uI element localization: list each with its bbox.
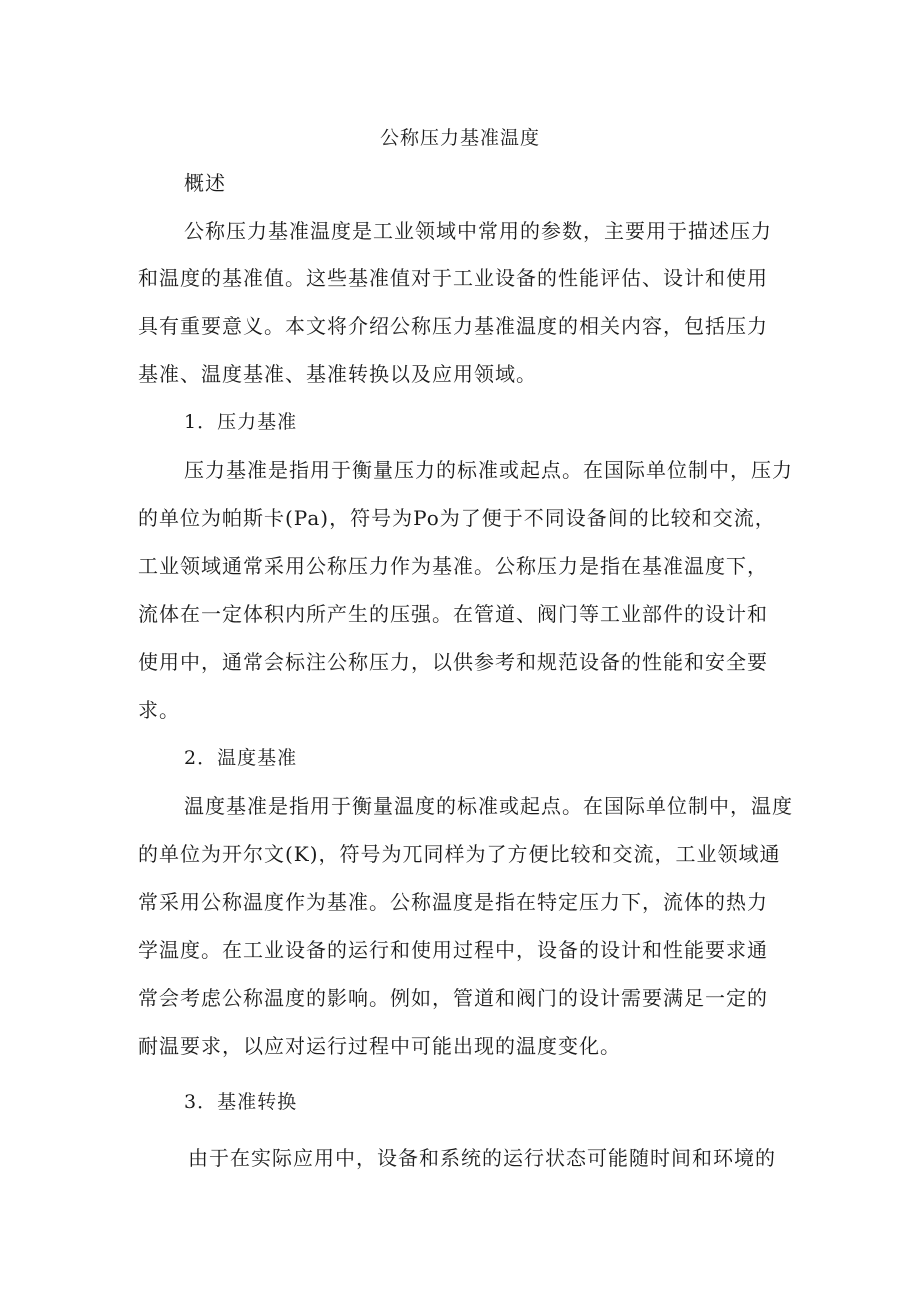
paragraph-line: 的单位为帕斯卡(Pa)，符号为Po为了便于不同设备间的比较和交流， [138, 506, 776, 530]
paragraph-line: 常会考虑公称温度的影响。例如，管道和阀门的设计需要满足一定的 [138, 986, 768, 1010]
paragraph-line: 的单位为开尔文(K)，符号为兀同样为了方便比较和交流，工业领域通 [138, 842, 781, 866]
paragraph-line: 求。 [138, 698, 180, 722]
section-heading-conversion: 3．基准转换 [184, 1091, 298, 1113]
paragraph-line: 使用中，通常会标注公称压力，以供参考和规范设备的性能和安全要 [138, 650, 768, 674]
paragraph-line: 耐温要求，以应对运行过程中可能出现的温度变化。 [138, 1034, 621, 1058]
paragraph-line: 由于在实际应用中，设备和系统的运行状态可能随时间和环境的 [188, 1146, 776, 1170]
paragraph-line: 具有重要意义。本文将介绍公称压力基准温度的相关内容，包括压力 [138, 314, 768, 338]
section-heading-overview: 概述 [184, 171, 226, 195]
paragraph-line: 流体在一定体积内所产生的压强。在管道、阀门等工业部件的设计和 [138, 602, 768, 626]
paragraph-line: 公称压力基准温度是工业领域中常用的参数，主要用于描述压力 [184, 219, 772, 243]
paragraph-line: 基准、温度基准、基准转换以及应用领域。 [138, 362, 537, 386]
paragraph-line: 常采用公称温度作为基准。公称温度是指在特定压力下，流体的热力 [138, 890, 768, 914]
paragraph-line: 学温度。在工业设备的运行和使用过程中，设备的设计和性能要求通 [138, 938, 768, 962]
paragraph-line: 温度基准是指用于衡量温度的标准或起点。在国际单位制中，温度 [184, 794, 793, 818]
paragraph-line: 压力基准是指用于衡量压力的标准或起点。在国际单位制中，压力 [184, 458, 793, 482]
document-title: 公称压力基准温度 [379, 127, 540, 149]
section-heading-pressure: 1．压力基准 [184, 411, 298, 433]
paragraph-line: 和温度的基准值。这些基准值对于工业设备的性能评估、设计和使用 [138, 266, 768, 290]
paragraph-line: 工业领域通常采用公称压力作为基准。公称压力是指在基准温度下， [138, 554, 768, 578]
section-heading-temperature: 2．温度基准 [184, 747, 298, 769]
